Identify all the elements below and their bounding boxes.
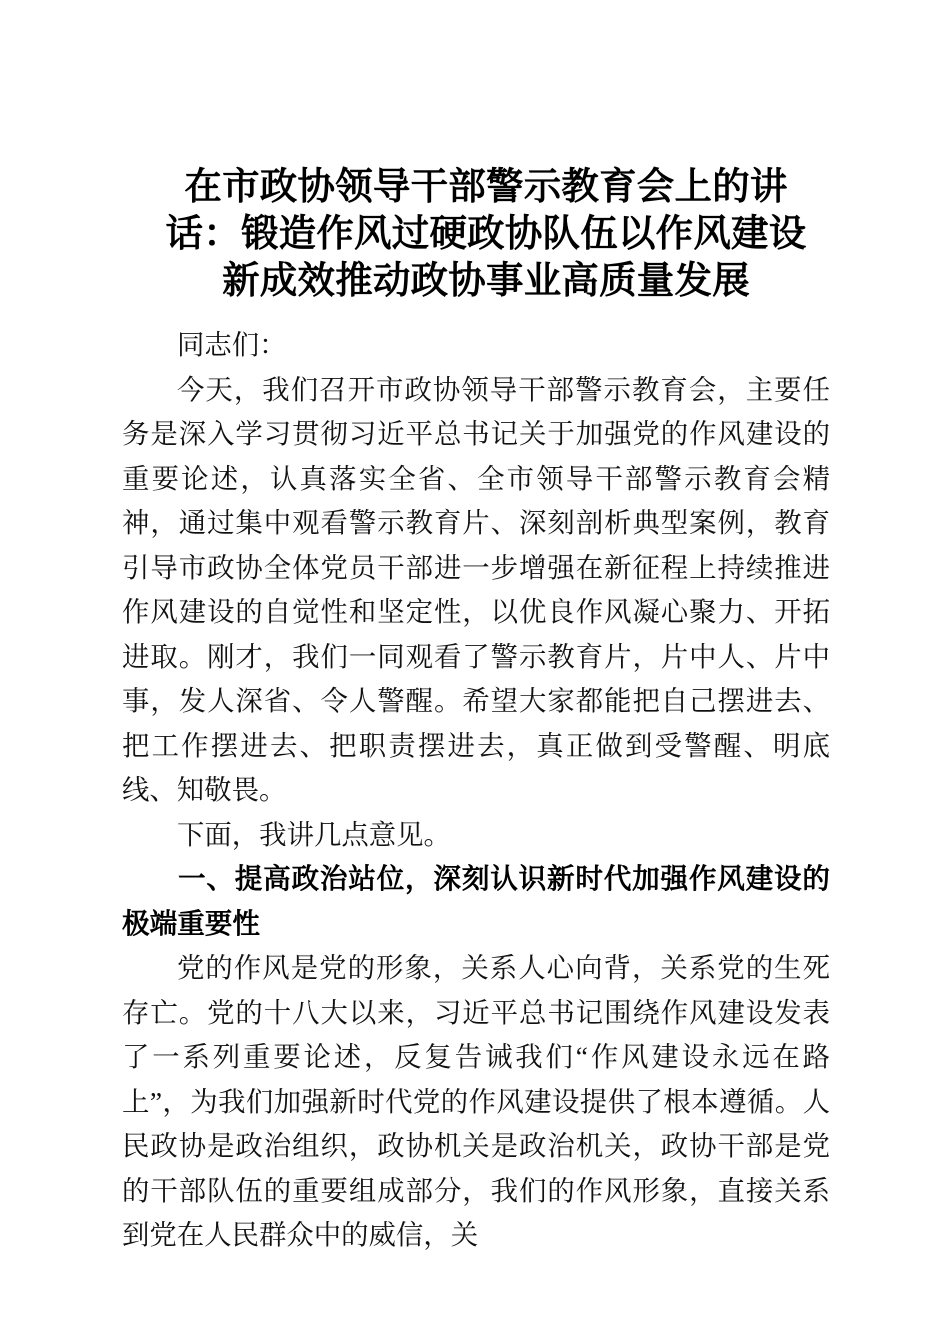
page-title [132, 0, 840, 305]
title-line-1: 在市政协领导干部警示教育会上的讲 [184, 167, 788, 208]
salutation: 同志们： [177, 330, 287, 360]
section-1-paragraph-1: 党的作风是党的形象，关系人心向背，关系党的生死存亡。党的十八大以来，习近平总书记围绕作风建设发表了一系列重要论述，反复告诫我们“作风建设永远在路上”，为我们加强新时代党的作风建设提供了根本遵循。人民政协是政治组织，政协机关是政治机关，政协干部是党的干部队伍的重要组成部分，我们的作风形象，直接关系到党在人民群众中的威信，关 [122, 953, 830, 1250]
title-line-3: 新成效推动政协事业高质量发展 [222, 261, 750, 302]
title-line-2: 话：锻造作风过硬政协队伍以作风建设 [165, 214, 807, 255]
paragraph-1: 今天，我们召开市政协领导干部警示教育会，主要任务是深入学习贯彻习近平总书记关于加强党的作风建设的重要论述，认真落实全省、全市领导干部警示教育会精神，通过集中观看警示教育片、深刻剖析典型案例，教育引导市政协全体党员干部进一步增强在新征程上持续推进作风建设的自觉性和坚定性，以优良作风凝心聚力、开拓进取。刚才，我们一同观看了警示教育片，片中人、片中事，发人深省、令人警醒。希望大家都能把自己摆进去、把工作摆进去、把职责摆进去，真正做到受警醒、明底线、知敬畏。 [122, 374, 830, 805]
section-heading-1: 一、提高政治站位，深刻认识新时代加强作风建设的极端重要性 [122, 863, 830, 939]
document-body [122, 323, 830, 1258]
document-content [122, 0, 830, 1258]
paragraph-2: 下面，我讲几点意见。 [177, 819, 451, 850]
